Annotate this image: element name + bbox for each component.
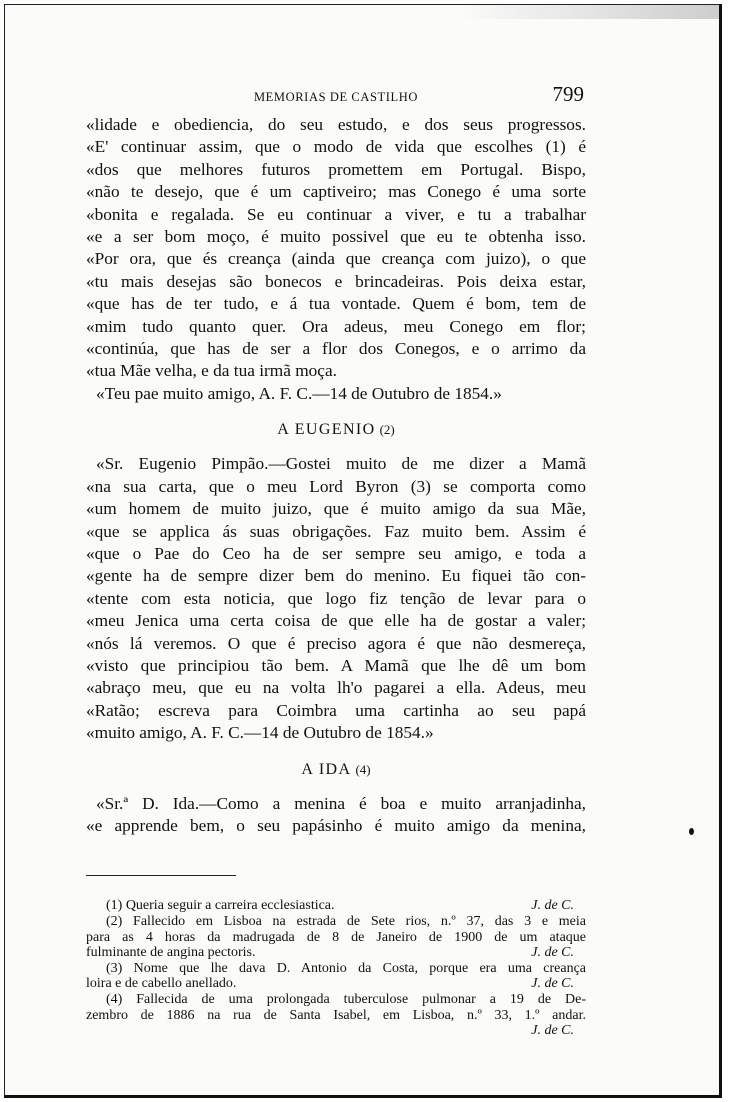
footnote-text: zembro de 1886 na rua de Santa Isabel, em Lisboa, n.º 33, 1.º andar. <box>86 1007 586 1023</box>
running-title: MEMORIAS DE CASTILHO <box>253 90 419 104</box>
footnote-text: (2) Fallecido em Lisboa na estrada de Sete rios, n.º 37, das 3 e meia <box>106 913 586 929</box>
ink-speck <box>689 828 694 835</box>
text-line: «e apprende bem, o seu papásinho é muito amigo da menina, <box>86 815 586 835</box>
book-page <box>86 74 586 1039</box>
scan-shadow <box>459 5 719 19</box>
text-line: «bonita e regalada. Se eu continuar a viver, e tu a trabalhar <box>86 204 586 224</box>
footnote-4 <box>86 992 586 1039</box>
text-line: «Sr. Eugenio Pimpão.—Gostei muito de me dizer a Mamã <box>96 454 586 474</box>
text-line: «nós lá veremos. O que é preciso agora é que não desmereça, <box>86 633 586 653</box>
footnote-divider <box>86 875 236 876</box>
text-line: «Por ora, que és creança (ainda que creança com juizo), o que <box>86 249 586 269</box>
letter-ida <box>86 793 586 838</box>
heading-text: A IDA <box>301 760 352 778</box>
footnote-text: loira e de cabello anellado. <box>86 976 237 992</box>
footnote-3 <box>86 961 586 992</box>
footnote-author: J. de C. <box>531 898 574 914</box>
text-line: «na sua carta, que o meu Lord Byron (3) se comporta como <box>86 476 586 496</box>
footnote-author: J. de C. <box>531 945 574 961</box>
footnotes <box>86 898 586 1038</box>
footnote-text: (1) Queria seguir a carreira ecclesiastica. <box>106 898 335 914</box>
text-line: «E' continuar assim, que o modo de vida que escolhes (1) é <box>86 137 586 157</box>
text-line: «não te desejo, que é um captiveiro; mas Conego é uma sorte <box>86 182 586 202</box>
text-line: «tua Mãe velha, e da tua irmã moça. <box>86 361 337 381</box>
text-line: «meu Jenica uma certa coisa de que elle ha de gostar a valer; <box>86 611 586 631</box>
footnote-text: fulminante de angina pectoris. <box>86 945 256 961</box>
section-heading-ida <box>86 761 586 779</box>
text-line: «mim tudo quanto quer. Ora adeus, meu Conego em flor; <box>86 316 586 336</box>
footnote-text: para as 4 horas da madrugada de 8 de Janeiro de 1900 de um ataque <box>86 929 586 945</box>
text-line: «tu mais desejas são bonecos e brincadeiras. Pois deixa estar, <box>86 271 586 291</box>
footnote-2 <box>86 914 586 961</box>
text-line: «um homem de muito juizo, que é muito amigo da sua Mãe, <box>86 499 586 519</box>
signature-line: «Teu pae muito amigo, A. F. C.—14 de Outubro de 1854.» <box>96 383 502 403</box>
text-line: «e a ser bom moço, é muito possivel que eu te obtenha isso. <box>86 227 586 247</box>
signature-line: «muito amigo, A. F. C.—14 de Outubro de 1854.» <box>86 723 434 743</box>
text-line: «gente ha de sempre dizer bem do menino. Eu fiquei tão con- <box>86 566 586 586</box>
letter-continuation <box>86 114 586 405</box>
text-line: «continúa, que has de ser a flor dos Conegos, e o arrimo da <box>86 339 586 359</box>
section-heading-eugenio <box>86 421 586 439</box>
footnote-text: (4) Fallecida de uma prolongada tuberculose pulmonar a 19 de De- <box>106 991 586 1007</box>
text-line: «Ratão; escreva para Coimbra uma cartinha ao seu papá <box>86 700 586 720</box>
text-line: «Sr.ª D. Ida.—Como a menina é boa e muito arranjadinha, <box>96 793 586 813</box>
text-line: «dos que melhores futuros promettem em Portugal. Bispo, <box>86 159 586 179</box>
text-line: «abraço meu, que eu na volta lh'o pagarei a ella. Adeus, meu <box>86 678 586 698</box>
text-line: «que has de ter tudo, e á tua vontade. Quem é bom, tem de <box>86 294 586 314</box>
page-header <box>86 74 586 114</box>
text-line: «tente com esta noticia, que logo fiz tenção de levar para o <box>86 588 586 608</box>
heading-text: A EUGENIO <box>277 421 376 439</box>
page-number: 799 <box>552 82 584 106</box>
footnote-author: J. de C. <box>531 976 574 992</box>
text-line: «que se applica ás suas obrigações. Faz muito bem. Assim é <box>86 521 586 541</box>
footnote-author: J. de C. <box>531 1023 574 1039</box>
text-line: «visto que principiou tão bem. A Mamã que lhe dê um bom <box>86 655 586 675</box>
text-line: «lidade e obediencia, do seu estudo, e dos seus progressos. <box>86 115 586 134</box>
footnote-ref: (2) <box>379 422 395 438</box>
letter-eugenio <box>86 453 586 744</box>
footnote-ref: (4) <box>355 761 371 777</box>
footnote-text: (3) Nome que lhe dava D. Antonio da Costa, porque era uma creança <box>106 960 586 976</box>
text-line: «que o Pae do Ceo ha de ser sempre seu amigo, e toda a <box>86 543 586 563</box>
footnote-1 <box>86 898 586 914</box>
